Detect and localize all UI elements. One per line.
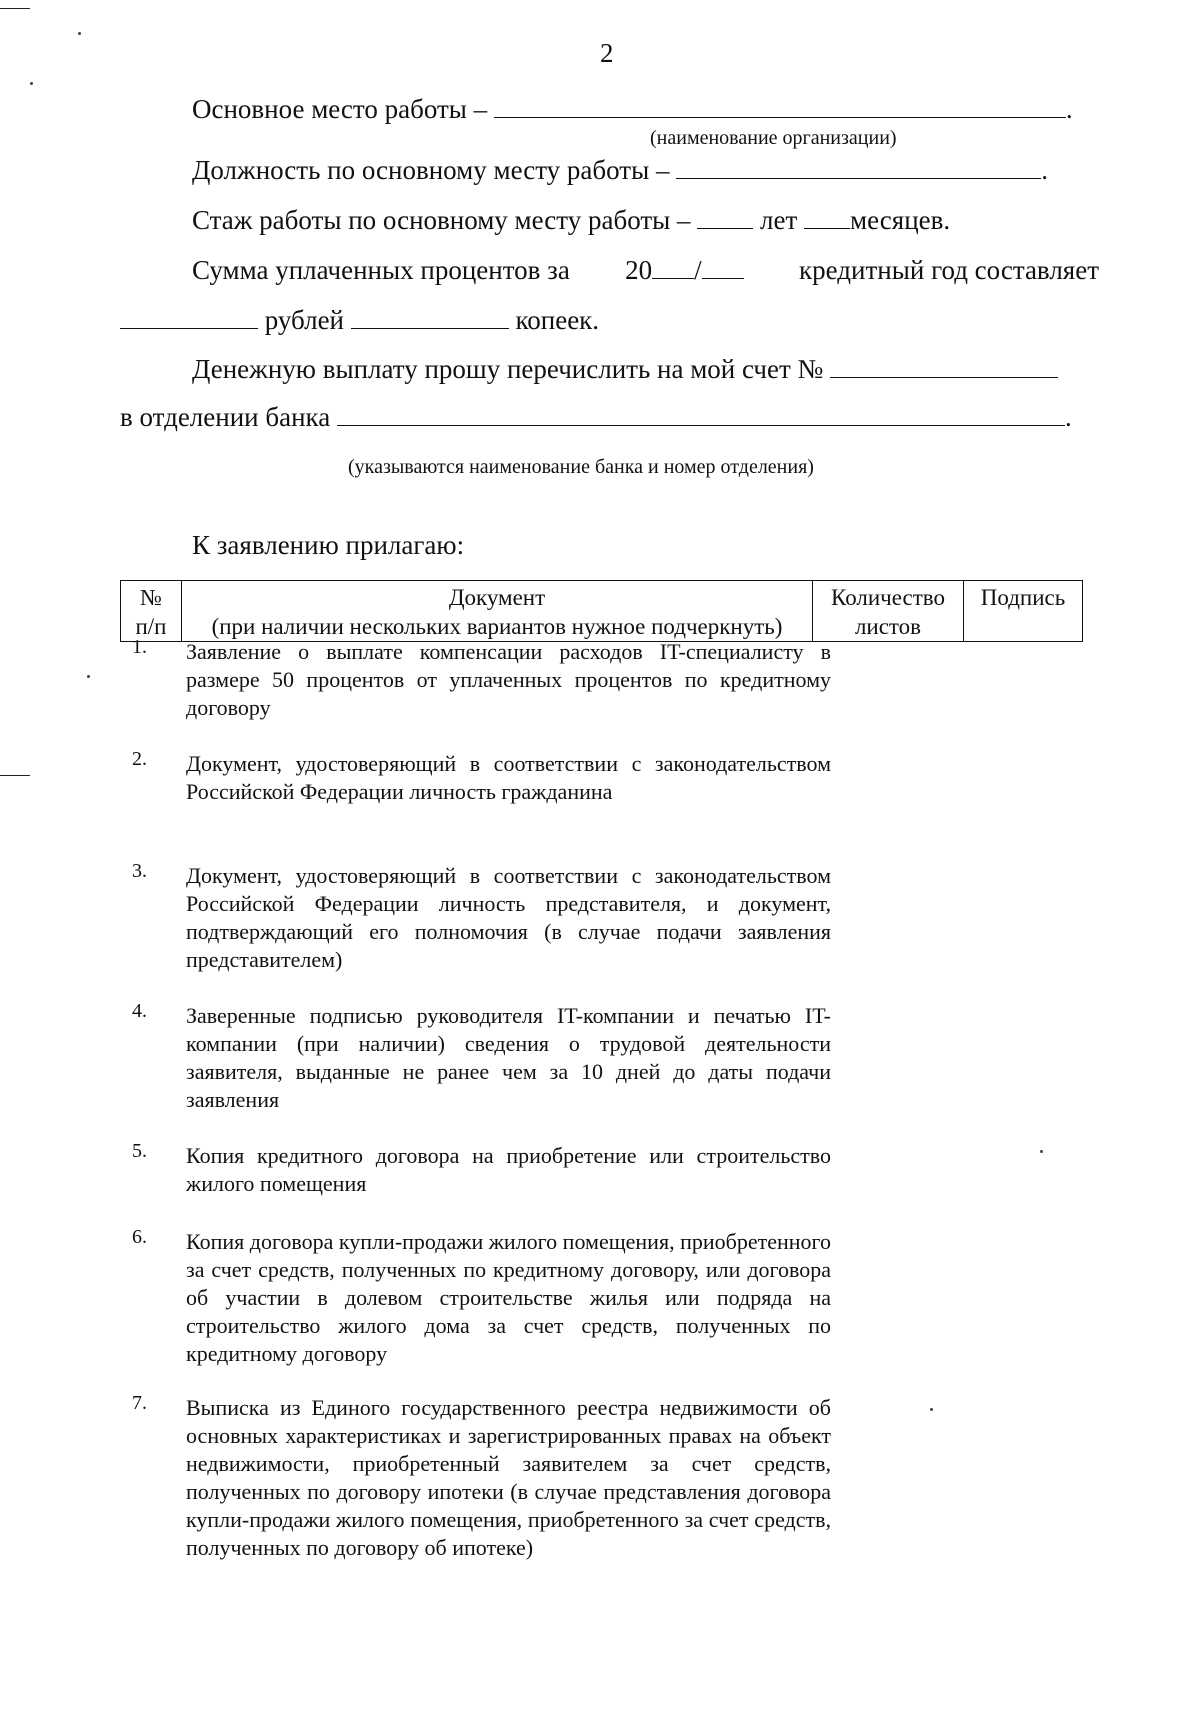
list-item-text: Выписка из Единого государственного реестра недвижимости об основных характеристиках и зарегистрированных правах на объект недвижимости, приобретенный заявителем за счет средств, полученных по договору ипотеки (в случае представления договора купли-продажи жилого помещения, приобретенного за счет средств, полученных по договору об ипотеке) — [186, 1395, 831, 1560]
interest-year-group — [625, 255, 744, 286]
list-item-number: 7. — [132, 1392, 147, 1414]
rubles-label: рублей — [264, 305, 345, 335]
list-item-text: Документ, удостоверяющий в соответствии с законодательством Российской Федерации личность гражданина — [186, 751, 831, 804]
scan-speck — [78, 32, 81, 35]
interest-year-start-input[interactable] — [652, 256, 694, 279]
workplace-caption: (наименование организации) — [650, 127, 897, 149]
list-item-number: 4. — [132, 1000, 147, 1022]
attachments-table-header — [120, 580, 1083, 642]
scan-edge-mark — [0, 8, 30, 9]
experience-years-input[interactable] — [697, 206, 753, 229]
experience-years-label: лет — [760, 205, 798, 235]
workplace-input-line[interactable] — [494, 95, 1066, 118]
position-label: Должность по основному месту работы – — [192, 155, 670, 185]
rubles-input[interactable] — [120, 306, 258, 329]
list-item-text: Копия договора купли-продажи жилого помещения, приобретенного за счет средств, полученных по кредитному договору, или договора об участии в долевом строительстве жилья или подряда на строительство жилого дома за счет средств, полученных по кредитному договору — [186, 1229, 831, 1366]
account-number-input[interactable] — [830, 355, 1058, 378]
column-sheets: Количество листов — [813, 581, 964, 642]
payment-row — [192, 354, 1058, 385]
interest-row — [192, 255, 1099, 286]
bank-caption: (указываются наименование банка и номер отделения) — [348, 456, 814, 478]
list-item-number: 2. — [132, 748, 147, 770]
kopecks-input[interactable] — [351, 306, 509, 329]
list-item-text: Документ, удостоверяющий в соответствии с законодательством Российской Федерации личность представителя, и документ, подтверждающий его полномочия (в случае подачи заявления представителем) — [186, 863, 831, 972]
kopecks-label: копеек. — [515, 305, 600, 335]
experience-row — [192, 205, 950, 236]
position-row: Должность по основному месту работы – . — [192, 155, 1048, 185]
list-item-number: 3. — [132, 860, 147, 882]
column-document: Документ (при наличии нескольких вариантов нужное подчеркнуть) — [182, 581, 813, 642]
scan-speck — [30, 82, 33, 85]
list-item-text: Заверенные подписью руководителя IT-компании и печатью IT-компании (при наличии) сведения о трудовой деятельности заявителя, выданные не ранее чем за 10 дней до даты подачи заявления — [186, 1003, 831, 1112]
position-input-line[interactable] — [676, 156, 1041, 179]
column-signature: Подпись — [964, 581, 1083, 642]
payment-label: Денежную выплату прошу перечислить на мой счет № — [192, 354, 824, 384]
interest-year-slash: / — [694, 255, 702, 285]
experience-months-label: месяцев. — [850, 205, 951, 235]
list-item-number: 6. — [132, 1226, 147, 1248]
interest-year-prefix: 20 — [625, 255, 653, 285]
attachments-heading: К заявлению прилагаю: — [192, 530, 465, 560]
bank-label: в отделении банка — [120, 402, 331, 432]
workplace-label: Основное место работы – — [192, 94, 488, 124]
interest-label-start: Сумма уплаченных процентов за — [192, 255, 570, 285]
scan-speck — [930, 1408, 933, 1411]
workplace-row: Основное место работы – . — [192, 94, 1073, 124]
column-number: № п/п — [121, 581, 182, 642]
bank-input-line[interactable] — [337, 403, 1065, 426]
table-header-row — [121, 581, 1083, 642]
interest-year-end-input[interactable] — [702, 256, 744, 279]
list-item-text: Копия кредитного договора на приобретение или строительство жилого помещения — [186, 1143, 831, 1196]
scan-speck — [1040, 1150, 1043, 1153]
interest-label-end: кредитный год составляет — [799, 255, 1099, 285]
scan-speck — [87, 675, 90, 678]
list-item-number: 1. — [132, 636, 147, 658]
bank-row: в отделении банка . — [120, 402, 1072, 432]
experience-label: Стаж работы по основному месту работы – — [192, 205, 691, 235]
interest-amount-row — [120, 305, 599, 336]
experience-months-input[interactable] — [804, 206, 850, 229]
scan-edge-mark — [0, 775, 30, 776]
list-item-number: 5. — [132, 1140, 147, 1162]
page-number: 2 — [600, 38, 614, 68]
list-item-text: Заявление о выплате компенсации расходов IT-специалисту в размере 50 процентов от уплаченных процентов по кредитному договору — [186, 639, 831, 720]
